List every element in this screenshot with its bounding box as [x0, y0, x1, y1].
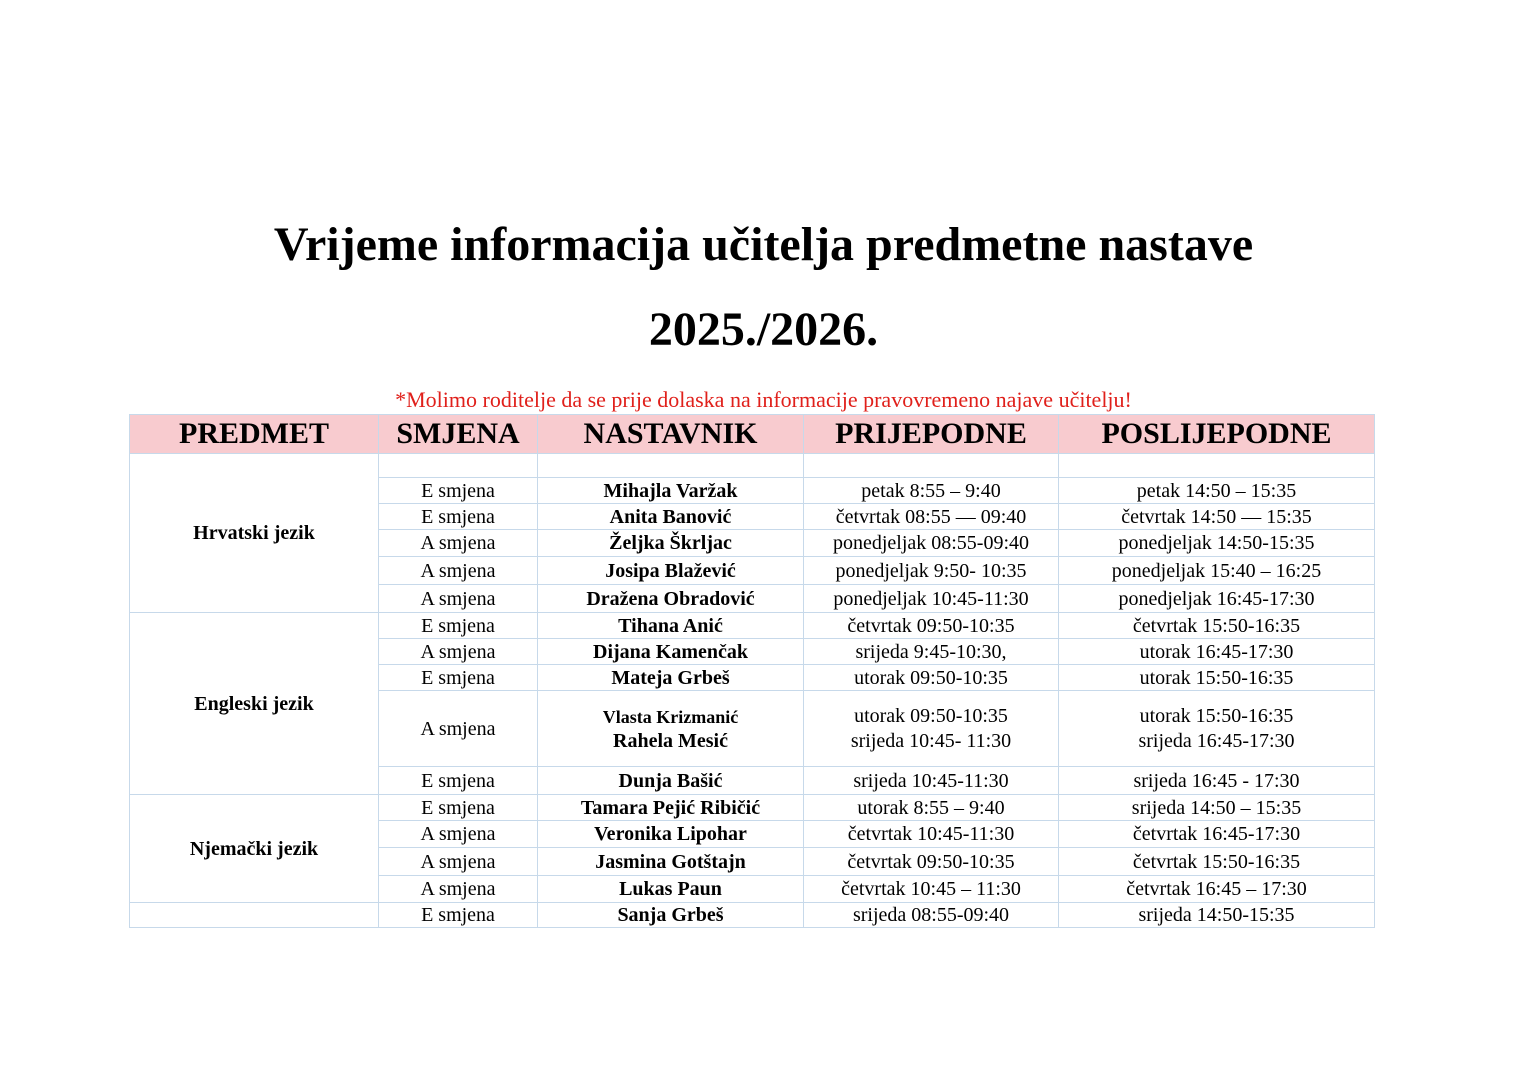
header-predmet: PREDMET	[130, 415, 379, 454]
empty-cell	[130, 903, 379, 928]
teacher-cell: Željka Škrljac	[538, 530, 804, 557]
teacher-cell: Dijana Kamenčak	[538, 639, 804, 665]
poslijepodne-cell: utorak 15:50-16:35	[1059, 665, 1375, 691]
poslijepodne-cell: četvrtak 15:50-16:35	[1059, 613, 1375, 639]
empty-cell	[538, 454, 804, 478]
prijepodne-cell: ponedjeljak 10:45-11:30	[804, 585, 1059, 613]
poslijepodne-cell	[1059, 691, 1375, 767]
parent-notice: *Molimo roditelje da se prije dolaska na informacije pravovremeno najave učitelju!	[395, 387, 1132, 412]
prijepodne-cell: srijeda 10:45-11:30	[804, 767, 1059, 795]
page-title: Vrijeme informacija učitelja predmetne nastave	[273, 218, 1254, 271]
prijepodne-cell: četvrtak 09:50-10:35	[804, 613, 1059, 639]
teacher-cell: Sanja Grbeš	[538, 903, 804, 928]
empty-cell	[804, 454, 1059, 478]
smjena-cell: A smjena	[379, 585, 538, 613]
poslijepodne-cell: ponedjeljak 16:45-17:30	[1059, 585, 1375, 613]
schedule-table	[129, 414, 1375, 928]
prijepodne-cell: četvrtak 10:45 – 11:30	[804, 876, 1059, 903]
prijepodne-cell: srijeda 9:45-10:30,	[804, 639, 1059, 665]
smjena-cell: A smjena	[379, 557, 538, 585]
smjena-cell: E smjena	[379, 903, 538, 928]
teacher-cell	[538, 691, 804, 767]
table-row-spacer	[130, 454, 1375, 478]
teacher-cell: Josipa Blažević	[538, 557, 804, 585]
poslijepodne-cell: četvrtak 16:45 – 17:30	[1059, 876, 1375, 903]
smjena-cell: A smjena	[379, 848, 538, 876]
smjena-cell: E smjena	[379, 795, 538, 821]
poslijepodne-cell: utorak 16:45-17:30	[1059, 639, 1375, 665]
smjena-cell: E smjena	[379, 665, 538, 691]
smjena-cell: E smjena	[379, 478, 538, 504]
prijepodne-cell: ponedjeljak 08:55-09:40	[804, 530, 1059, 557]
empty-cell	[379, 454, 538, 478]
teacher-cell: Dunja Bašić	[538, 767, 804, 795]
poslijepodne-cell: srijeda 14:50-15:35	[1059, 903, 1375, 928]
teacher-name: Rahela Mesić	[613, 729, 728, 752]
header-smjena: SMJENA	[379, 415, 538, 454]
subject-hrvatski: Hrvatski jezik	[130, 454, 379, 613]
prijepodne-cell: ponedjeljak 9:50- 10:35	[804, 557, 1059, 585]
teacher-cell: Tihana Anić	[538, 613, 804, 639]
teacher-name: Vlasta Krizmanić	[602, 706, 739, 727]
poslijepodne-cell: ponedjeljak 14:50-15:35	[1059, 530, 1375, 557]
teacher-cell: Mihajla Varžak	[538, 478, 804, 504]
teacher-cell: Tamara Pejić Ribičić	[538, 795, 804, 821]
prijepodne-time: utorak 09:50-10:35	[854, 705, 1008, 727]
prijepodne-time: srijeda 10:45- 11:30	[850, 730, 1012, 752]
poslijepodne-cell: srijeda 14:50 – 15:35	[1059, 795, 1375, 821]
header-prijepodne: PRIJEPODNE	[804, 415, 1059, 454]
poslijepodne-cell: ponedjeljak 15:40 – 16:25	[1059, 557, 1375, 585]
table-row	[130, 613, 1375, 639]
smjena-cell: A smjena	[379, 691, 538, 767]
prijepodne-cell: utorak 09:50-10:35	[804, 665, 1059, 691]
prijepodne-cell: četvrtak 09:50-10:35	[804, 848, 1059, 876]
prijepodne-cell: petak 8:55 – 9:40	[804, 478, 1059, 504]
subject-njemacki: Njemački jezik	[130, 795, 379, 903]
smjena-cell: E smjena	[379, 504, 538, 530]
table-header-row	[130, 415, 1375, 454]
prijepodne-cell	[804, 691, 1059, 767]
smjena-cell: E smjena	[379, 613, 538, 639]
teacher-cell: Anita Banović	[538, 504, 804, 530]
poslijepodne-cell: petak 14:50 – 15:35	[1059, 478, 1375, 504]
poslijepodne-cell: četvrtak 15:50-16:35	[1059, 848, 1375, 876]
table-row	[130, 903, 1375, 928]
teacher-cell: Jasmina Gotštajn	[538, 848, 804, 876]
teacher-cell: Lukas Paun	[538, 876, 804, 903]
smjena-cell: A smjena	[379, 876, 538, 903]
poslijepodne-time: utorak 15:50-16:35	[1139, 705, 1294, 727]
header-nastavnik: NASTAVNIK	[538, 415, 804, 454]
poslijepodne-cell: četvrtak 16:45-17:30	[1059, 821, 1375, 848]
prijepodne-cell: četvrtak 08:55 — 09:40	[804, 504, 1059, 530]
teacher-cell: Mateja Grbeš	[538, 665, 804, 691]
poslijepodne-time: srijeda 16:45-17:30	[1138, 730, 1295, 752]
subject-engleski: Engleski jezik	[130, 613, 379, 795]
smjena-cell: E smjena	[379, 767, 538, 795]
smjena-cell: A smjena	[379, 639, 538, 665]
teacher-cell: Veronika Lipohar	[538, 821, 804, 848]
teacher-cell: Dražena Obradović	[538, 585, 804, 613]
poslijepodne-cell: četvrtak 14:50 — 15:35	[1059, 504, 1375, 530]
prijepodne-cell: četvrtak 10:45-11:30	[804, 821, 1059, 848]
school-year: 2025./2026.	[648, 303, 879, 356]
poslijepodne-cell: srijeda 16:45 - 17:30	[1059, 767, 1375, 795]
table-row	[130, 795, 1375, 821]
empty-cell	[1059, 454, 1375, 478]
prijepodne-cell: srijeda 08:55-09:40	[804, 903, 1059, 928]
header-poslijepodne: POSLIJEPODNE	[1059, 415, 1375, 454]
smjena-cell: A smjena	[379, 530, 538, 557]
prijepodne-cell: utorak 8:55 – 9:40	[804, 795, 1059, 821]
smjena-cell: A smjena	[379, 821, 538, 848]
